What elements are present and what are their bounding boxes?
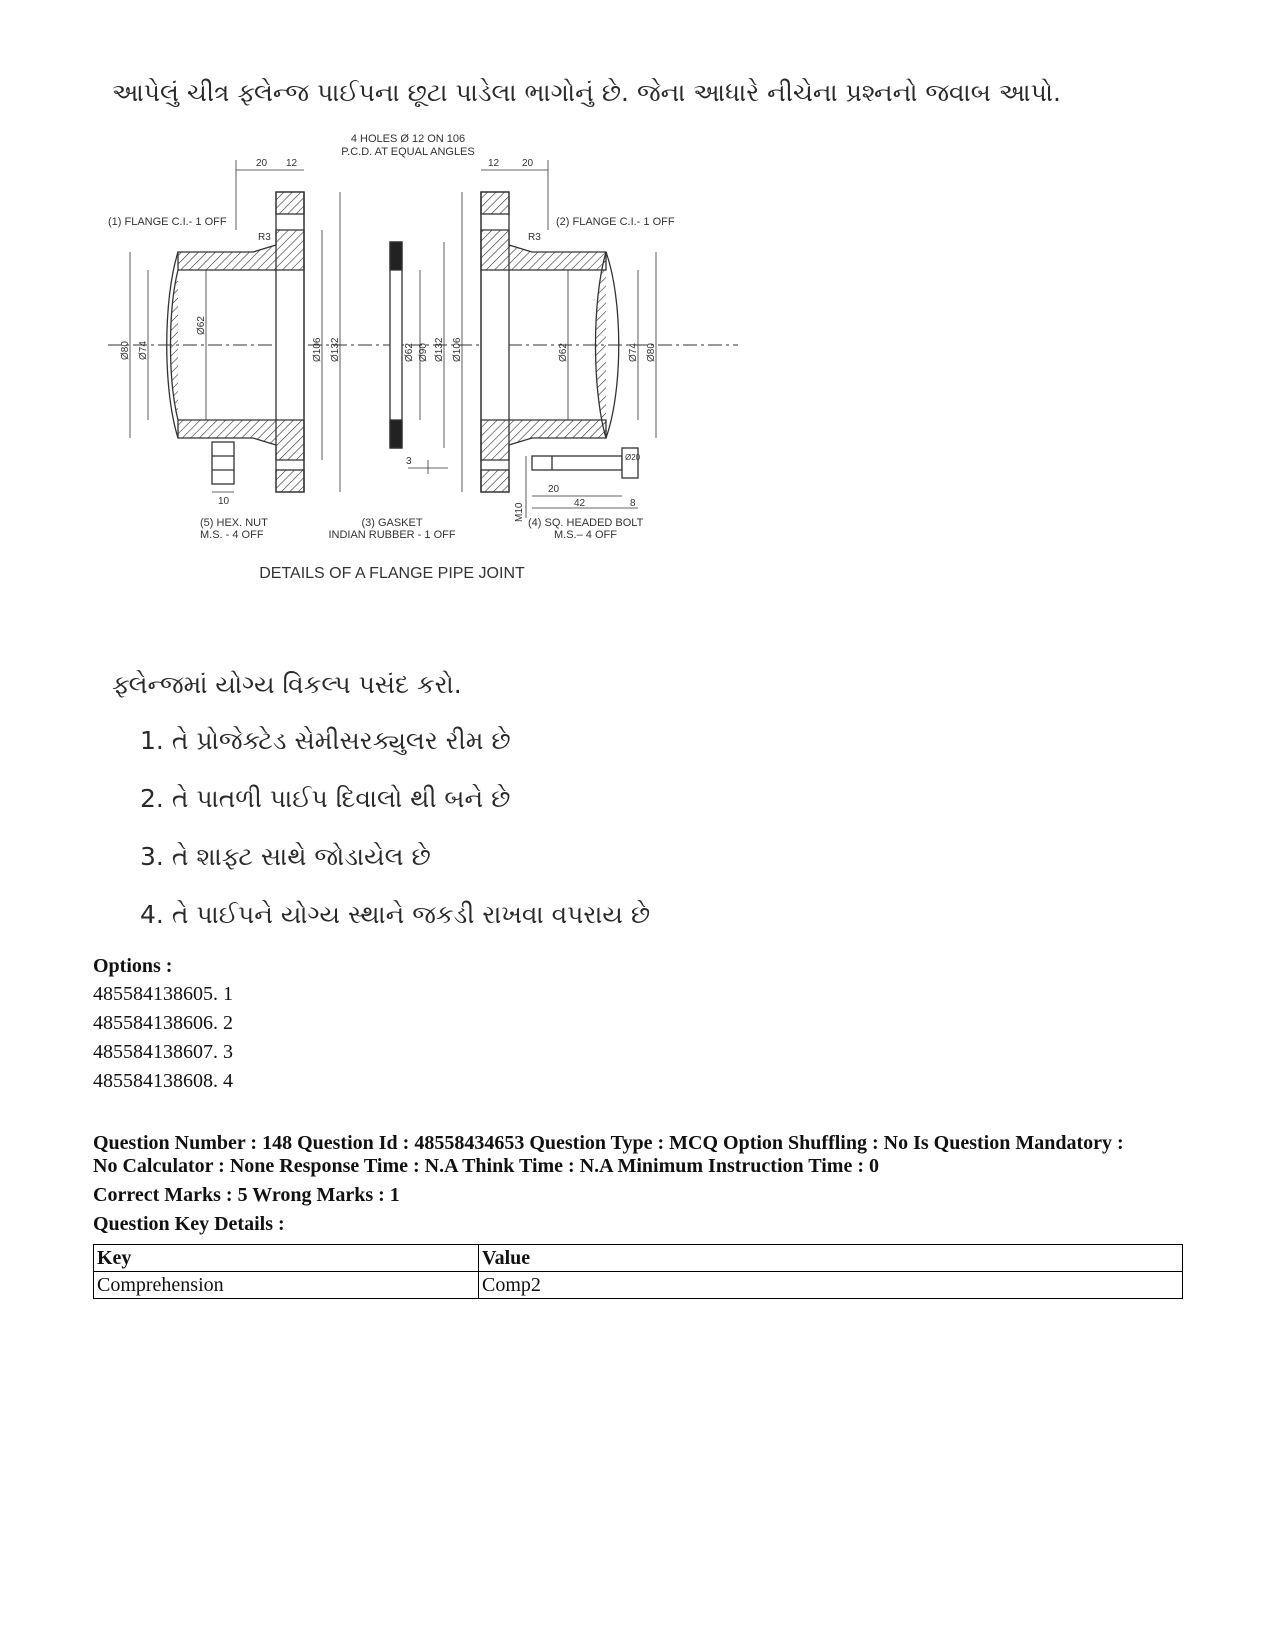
dim-20-right: 20	[522, 158, 534, 169]
dim-74-left: Ø74	[138, 341, 149, 360]
intro-text: આપેલું ચીત્ર ફ્લેન્જ પાઈપના છૂટા પાડેલા ભાગોનું છે. જેના આધારે નીચેના પ્રશ્નનો જવાબ આપો.	[112, 78, 1062, 107]
header-value: Value	[479, 1245, 1183, 1272]
options-heading: Options :	[93, 955, 173, 977]
bolt-label-2: M.S.– 4 OFF	[554, 529, 617, 541]
gasket-label-1: (3) GASKET	[361, 517, 423, 529]
statement-1	[140, 726, 511, 756]
dim-90-gasket: Ø90	[418, 343, 429, 362]
question-key-table	[93, 1244, 1183, 1299]
statement-text: તે શાફ્ટ સાથે જોડાયેલ છે	[171, 842, 431, 871]
cell-key: Comprehension	[94, 1272, 479, 1299]
dim-m10: M10	[514, 502, 525, 522]
statement-number: 3.	[140, 842, 164, 871]
dim-106-right: Ø106	[452, 337, 463, 362]
flange-drawing	[108, 130, 758, 610]
r3-left: R3	[258, 232, 271, 243]
table-header-row	[94, 1245, 1183, 1272]
statement-number: 1.	[140, 726, 164, 755]
table-row	[94, 1272, 1183, 1299]
dim-d20: Ø20	[625, 453, 641, 462]
dim-74-right: Ø74	[628, 343, 639, 362]
dim-3: 3	[406, 456, 412, 467]
header-key: Key	[94, 1245, 479, 1272]
bolt-label-1: (4) SQ. HEADED BOLT	[528, 517, 644, 529]
marks-line: Correct Marks : 5 Wrong Marks : 1	[93, 1184, 400, 1206]
dim-62-left: Ø62	[196, 316, 207, 335]
dim-62-right: Ø62	[558, 343, 569, 362]
flange1-label: (1) FLANGE C.I.- 1 OFF	[108, 216, 227, 228]
statement-3	[140, 842, 431, 872]
top-note-2: P.C.D. AT EQUAL ANGLES	[341, 146, 475, 158]
option-2: 485584138606. 2	[93, 1012, 233, 1034]
dim-106-left: Ø106	[312, 337, 323, 362]
dim-10: 10	[218, 496, 230, 507]
statement-text: તે પાતળી પાઈપ દિવાલો થી બને છે	[171, 784, 511, 813]
dim-12-left: 12	[286, 158, 298, 169]
option-4: 485584138608. 4	[93, 1070, 233, 1092]
option-3: 485584138607. 3	[93, 1041, 233, 1063]
statement-2	[140, 784, 510, 814]
cell-value: Comp2	[479, 1272, 1183, 1299]
question-meta-line-2: No Calculator : None Response Time : N.A Think Time : N.A Minimum Instruction Time : 0	[93, 1155, 879, 1177]
nut-label-2: M.S. - 4 OFF	[200, 529, 264, 541]
gasket-label-2: INDIAN RUBBER - 1 OFF	[328, 529, 456, 541]
statement-4	[140, 900, 650, 930]
r3-right: R3	[528, 232, 541, 243]
dim-62-gasket: Ø62	[404, 343, 415, 362]
question-meta-line-1: Question Number : 148 Question Id : 48558434653 Question Type : MCQ Option Shuffling : No Is Question Mandatory :	[93, 1132, 1124, 1154]
option-1: 485584138605. 1	[93, 983, 233, 1005]
flange2-label: (2) FLANGE C.I.- 1 OFF	[556, 216, 675, 228]
dim-12-right: 12	[488, 158, 500, 169]
statement-text: તે પાઈપને યોગ્ય સ્થાને જકડી રાખવા વપરાય છે	[171, 900, 651, 929]
dim-42: 42	[574, 498, 586, 509]
top-note-1: 4 HOLES Ø 12 ON 106	[350, 133, 466, 145]
dim-80-right: Ø80	[646, 343, 657, 362]
nut-label-1: (5) HEX. NUT	[200, 517, 268, 529]
statement-number: 4.	[140, 900, 164, 929]
dim-20-left: 20	[256, 158, 268, 169]
figure-caption: DETAILS OF A FLANGE PIPE JOINT	[259, 565, 525, 582]
statement-text: તે પ્રોજેક્ટેડ સેમીસરક્યુલર રીમ છે	[171, 726, 511, 755]
dim-132-gasket: Ø132	[434, 337, 445, 362]
dim-80-left: Ø80	[120, 341, 131, 360]
dim-132-left: Ø132	[330, 337, 341, 362]
dim-20-bolt: 20	[548, 484, 560, 495]
flange-joint-figure	[108, 130, 758, 610]
dim-8: 8	[630, 498, 636, 509]
sub-question: ફ્લેન્જમાં યોગ્ય વિકલ્પ પસંદ કરો.	[112, 670, 462, 699]
statement-number: 2.	[140, 784, 164, 813]
key-details-heading: Question Key Details :	[93, 1213, 285, 1235]
